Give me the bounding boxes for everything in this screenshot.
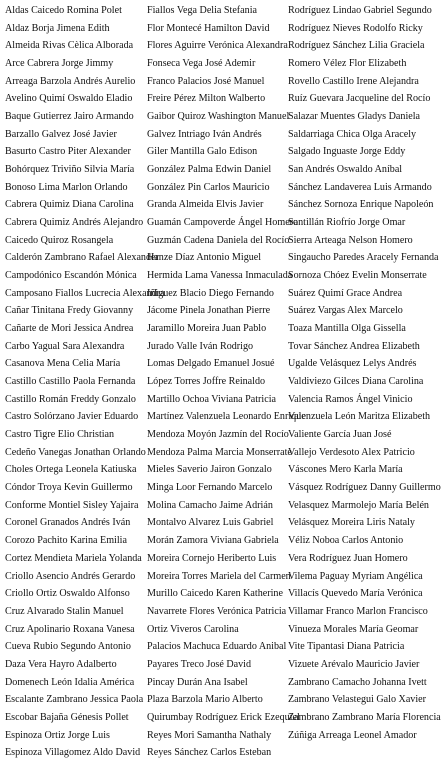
name-entry: Giler Mantilla Galo Edison: [147, 146, 258, 158]
name-entry: Vásquez Rodríguez Danny Guillermo: [288, 482, 441, 494]
name-column-1: [5, 2, 165, 762]
name-column-3: [288, 2, 443, 744]
name-entry: Lomas Delgado Emanuel Josué: [147, 358, 275, 370]
name-entry: Zambrano Zambrano María Florencia: [288, 711, 441, 723]
name-entry: Bonoso Lima Marlon Orlando: [5, 181, 128, 193]
name-entry: Criollo Asencio Andrés Gerardo: [5, 570, 136, 582]
name-entry: Caicedo Quiroz Rosangela: [5, 234, 114, 246]
name-entry: Suárez Quimí Grace Andrea: [288, 287, 403, 299]
name-entry: Rodríguez Lindao Gabriel Segundo: [288, 5, 432, 16]
name-entry: Escobar Bajaña Génesis Pollet: [5, 711, 129, 723]
name-entry: Valenzuela León Maritza Elizabeth: [288, 411, 431, 423]
name-entry: Martillo Ochoa Viviana Patricia: [147, 393, 276, 405]
name-entry: Mendoza Moyón Jazmín del Rocío: [147, 429, 289, 441]
name-entry: Zambrano Camacho Johanna Ivett: [288, 676, 427, 688]
name-entry: Ruíz Guevara Jacqueline del Rocío: [288, 93, 431, 105]
name-entry: Villacís Quevedo María Verónica: [288, 588, 423, 600]
name-entry: Palacios Machuca Eduardo Anibal: [147, 641, 287, 653]
name-entry: Fiallos Vega Delia Stefania: [147, 5, 257, 16]
name-entry: González Pin Carlos Mauricio: [147, 181, 270, 193]
name-entry: Franco Palacios José Manuel: [147, 75, 265, 87]
name-entry: Velasquez Marmolejo María Belén: [288, 499, 429, 511]
name-entry: Sierra Arteaga Nelson Homero: [288, 234, 413, 246]
name-entry: Salazar Muentes Gladys Daniela: [288, 111, 421, 123]
name-entry: Flor Montecé Hamilton David: [147, 22, 270, 34]
name-entry: Zúñiga Arreaga Leonel Amador: [288, 729, 417, 741]
name-entry: Castillo Castillo Paola Fernanda: [5, 376, 136, 388]
name-entry: Vinueza Morales María Geomar: [288, 623, 419, 635]
name-entry: Martínez Valenzuela Leonardo Enrique: [147, 411, 306, 423]
name-entry: Jácome Pinela Jonathan Pierre: [147, 305, 271, 317]
name-entry: Casanova Mena Celia María: [5, 358, 121, 370]
name-entry: Pincay Durán Ana Isabel: [147, 676, 248, 688]
name-entry: Minga Loor Fernando Marcelo: [147, 482, 273, 494]
name-entry: Rovello Castillo Irene Alejandra: [288, 75, 419, 87]
name-entry: Moreira Torres Mariela del Carmen: [147, 570, 291, 582]
name-entry: Cueva Rubio Segundo Antonio: [5, 641, 131, 653]
name-entry: Cabrera Quimiz Diana Carolina: [5, 199, 134, 211]
name-entry: Salgado Inguaste Jorge Eddy: [288, 146, 406, 158]
name-entry: Carbo Yagual Sara Alexandra: [5, 340, 125, 352]
name-entry: Jaramillo Moreira Juan Pablo: [147, 323, 267, 335]
name-entry: Choles Ortega Leonela Katiuska: [5, 464, 137, 476]
name-entry: Ortiz Viveros Carolina: [147, 623, 239, 635]
name-entry: Cañarte de Mori Jessica Andrea: [5, 323, 134, 335]
name-entry: Zambrano Velastegui Galo Xavier: [288, 694, 426, 706]
name-entry: Corozo Pachito Karina Emilia: [5, 535, 127, 547]
name-entry: Mendoza Palma Marcia Monserrate: [147, 446, 292, 458]
name-column-2: [147, 2, 306, 762]
name-entry: Almeida Rivas Cèlica Alborada: [5, 40, 134, 52]
name-entry: Castillo Román Freddy Gonzalo: [5, 393, 136, 405]
name-entry: Gaibor Quiroz Washington Manuel: [147, 111, 290, 123]
name-entry: Guzmán Cadena Daniela del Rocío: [147, 234, 290, 246]
name-entry: Sánchez Sornoza Enrique Napoleón: [288, 199, 434, 211]
name-entry: Navarrete Flores Verónica Patricia: [147, 605, 287, 617]
name-entry: Freire Pérez Milton Walberto: [147, 93, 266, 105]
name-entry: Jurado Valle Iván Rodrigo: [147, 340, 254, 352]
name-entry: Vite Tipantasi Diana Patricia: [288, 641, 405, 653]
name-entry: Escalante Zambrano Jessica Paola: [5, 694, 144, 706]
name-entry: Cabrera Quimiz Andrés Alejandro: [5, 217, 144, 229]
name-entry: Romero Vélez Flor Elizabeth: [288, 58, 407, 70]
name-entry: Santillán Riofrío Jorge Omar: [288, 217, 406, 229]
name-entry: Iñiguez Blacio Diego Fernando: [147, 287, 274, 299]
name-entry: Camposano Fiallos Lucrecia Alexandra: [5, 287, 165, 299]
name-entry: Payares Treco José David: [147, 658, 252, 670]
name-entry: Véliz Noboa Carlos Antonio: [288, 535, 404, 547]
name-entry: Murillo Caicedo Karen Katherine: [147, 588, 283, 600]
name-entry: Cruz Apolinario Roxana Vanesa: [5, 623, 135, 635]
name-entry: Valiente García Juan José: [288, 429, 392, 441]
name-entry: Quirumbay Rodríguez Erick Ezequiel: [147, 711, 300, 723]
name-entry: Guamán Campoverde Ángel Homero: [147, 217, 299, 229]
name-entry: Calderón Zambrano Rafael Alexander: [5, 252, 159, 264]
name-entry: Cedeño Vanegas Jonathan Orlando: [5, 446, 146, 458]
name-entry: Castro Solórzano Javier Eduardo: [5, 411, 139, 423]
name-entry: Valencia Ramos Ángel Vinicio: [288, 393, 413, 405]
name-entry: González Palma Edwin Daniel: [147, 164, 272, 176]
name-entry: San Andrés Oswaldo Aníbal: [288, 164, 403, 176]
name-entry: Criollo Ortiz Oswaldo Alfonso: [5, 588, 130, 600]
name-entry: Cóndor Troya Kevin Guillermo: [5, 482, 133, 494]
name-entry: Reyes Mori Samantha Nathaly: [147, 729, 272, 741]
name-entry: Vilema Paguay Myriam Angélica: [288, 570, 423, 582]
name-entry: Aldas Caicedo Romina Polet: [5, 5, 122, 16]
name-entry: Morán Zamora Viviana Gabriela: [147, 535, 279, 547]
name-entry: Espinoza Ortiz Jorge Luis: [5, 729, 110, 741]
name-entry: Arce Cabrera Jorge Jimmy: [5, 58, 114, 70]
name-entry: Coronel Granados Andrés Iván: [5, 517, 131, 529]
name-entry: López Torres Joffre Reinaldo: [147, 376, 266, 388]
name-entry: Bohórquez Triviño Silvia María: [5, 164, 135, 176]
name-entry: Flores Aguirre Verónica Alexandra: [147, 40, 288, 52]
name-entry: Granda Almeida Elvis Javier: [147, 199, 264, 211]
name-entry: Galvez Intriago Iván Andrés: [147, 128, 262, 140]
name-entry: Montalvo Alvarez Luis Gabriel: [147, 517, 274, 529]
name-entry: Avelino Quimí Oswaldo Eladio: [5, 93, 133, 105]
name-entry: Plaza Barzola Mario Alberto: [147, 694, 263, 706]
name-entry: Molina Camacho Jaime Adrián: [147, 499, 273, 511]
name-entry: Domenech León Idalia América: [5, 676, 135, 688]
name-entry: Singaucho Paredes Aracely Fernanda: [288, 252, 439, 264]
name-entry: Aldaz Borja Jimena Edith: [5, 22, 110, 34]
name-entry: Reyes Sánchez Carlos Esteban: [147, 747, 272, 759]
name-entry: Váscones Mero Karla María: [288, 464, 403, 476]
name-entry: Moreira Cornejo Heriberto Luis: [147, 552, 277, 564]
name-entry: Basurto Castro Piter Alexander: [5, 146, 131, 158]
name-entry: Sánchez Landaverea Luis Armando: [288, 181, 432, 193]
name-entry: Vizuete Arévalo Mauricio Javier: [288, 658, 420, 670]
name-entry: Saldarriaga Chica Olga Aracely: [288, 128, 417, 140]
name-entry: Rodríguez Sánchez Lilia Graciela: [288, 40, 425, 52]
name-entry: Cruz Alvarado Stalin Manuel: [5, 605, 124, 617]
name-entry: Tovar Sánchez Andrea Elizabeth: [288, 340, 420, 352]
name-entry: Cañar Tinitana Fredy Giovanny: [5, 305, 134, 317]
name-entry: Mieles Saverio Jairon Gonzalo: [147, 464, 272, 476]
name-entry: Arreaga Barzola Andrés Aurelio: [5, 75, 136, 87]
name-entry: Campodónico Escandón Mónica: [5, 270, 137, 282]
name-entry: Cortez Mendieta Mariela Yolanda: [5, 552, 142, 564]
name-entry: Vera Rodríguez Juan Homero: [288, 552, 408, 564]
name-entry: Conforme Montiel Sisley Yajaira: [5, 499, 139, 511]
name-entry: Hermida Lama Vanessa Inmaculada: [147, 270, 293, 282]
name-entry: Vallejo Verdesoto Alex Patricio: [288, 446, 415, 458]
name-entry: Villamar Franco Marlon Francisco: [288, 605, 428, 617]
name-entry: Fonseca Vega José Ademir: [147, 58, 256, 70]
name-entry: Sornoza Chóez Evelin Monserrate: [288, 270, 427, 282]
name-entry: Hanze Díaz Antonio Miguel: [147, 252, 262, 264]
name-entry: Rodríguez Nieves Rodolfo Ricky: [288, 22, 423, 34]
name-entry: Espinoza Villagomez Aldo David: [5, 747, 141, 759]
name-entry: Velásquez Moreira Liris Nataly: [288, 517, 415, 529]
name-entry: Castro Tigre Elio Christian: [5, 429, 115, 441]
name-entry: Valdiviezo Gilces Diana Carolina: [288, 376, 424, 388]
name-entry: Suárez Vargas Alex Marcelo: [288, 305, 403, 317]
name-entry: Daza Vera Hayro Adalberto: [5, 658, 117, 670]
name-entry: Toaza Mantilla Olga Gissella: [288, 323, 406, 335]
name-entry: Baque Gutierrez Jairo Armando: [5, 111, 134, 123]
name-entry: Ugalde Velásquez Lelys Andrés: [288, 358, 417, 370]
name-entry: Barzallo Galvez José Javier: [5, 128, 117, 140]
